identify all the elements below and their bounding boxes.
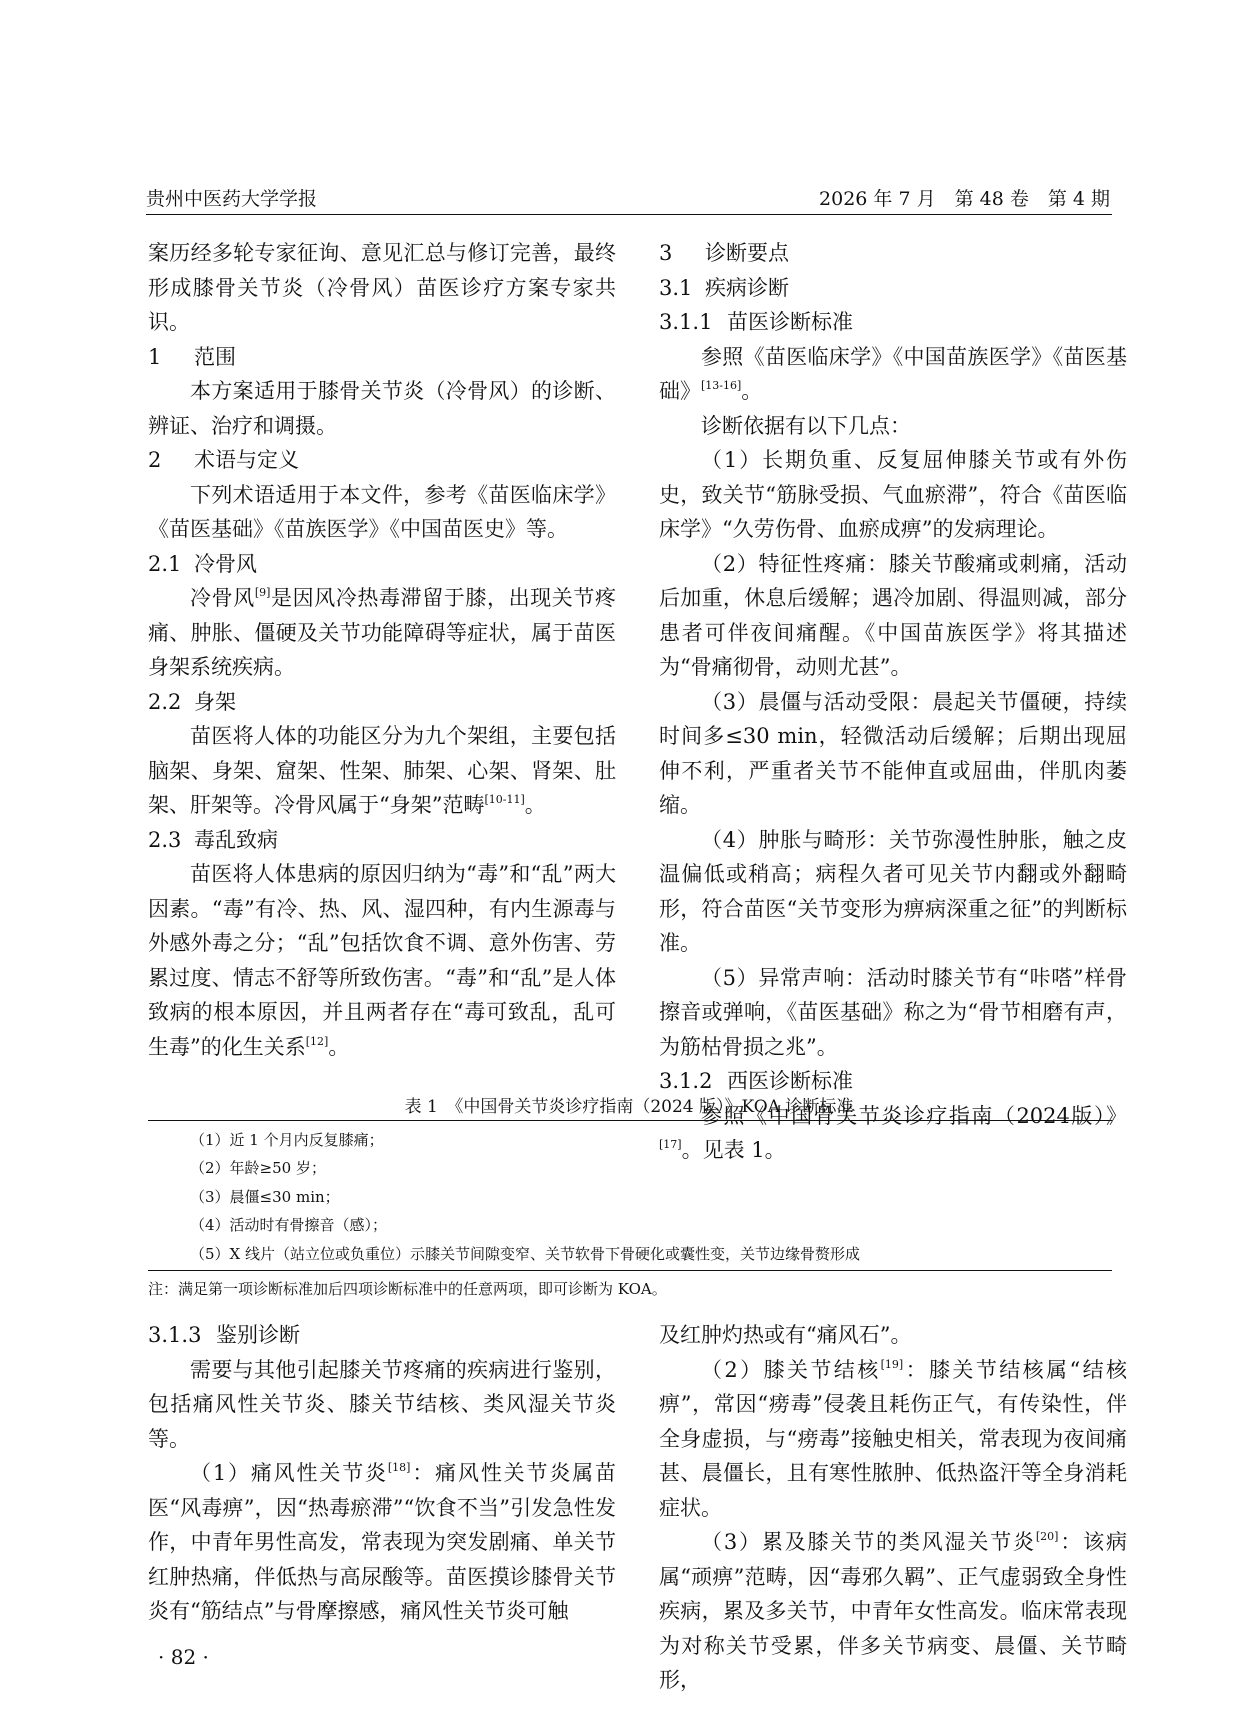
section-title: 范围 — [194, 344, 236, 369]
journal-title: 贵州中医药大学学报 — [146, 188, 318, 210]
section-number: 3.1.3 — [148, 1323, 202, 1347]
paragraph: （3）晨僵与活动受限：晨起关节僵硬，持续时间多≤30 min，轻微活动后缓解；后期出现屈伸不利，严重者关节不能伸直或屈曲，伴肌肉萎缩。 — [659, 689, 1127, 817]
citation: [17] — [659, 1138, 682, 1151]
section-title: 苗医诊断标准 — [727, 310, 853, 334]
paragraph: （5）异常声响：活动时膝关节有“咔嗒”样骨擦音或弹响，《苗医基础》称之为“骨节相磨有声，为筋枯骨损之兆”。 — [659, 965, 1127, 1059]
section-number: 3.1.1 — [659, 310, 713, 334]
section-heading-1 — [148, 340, 616, 375]
text: 苗医将人体的功能区分为九个架组，主要包括脑架、身架、窟架、性架、肺架、心架、肾架、肚架、肝架等。冷骨风属于“身架”范畴 — [148, 724, 616, 817]
text: （1）痛风性关节炎 — [190, 1461, 388, 1485]
table-note: 注：满足第一项诊断标准加后四项诊断标准中的任意两项，即可诊断为 KOA。 — [148, 1280, 667, 1298]
page-number: · 82 · — [158, 1645, 209, 1669]
paragraph: （4）肿胀与畸形：关节弥漫性肿胀，触之皮温偏低或稍高；病程久者可见关节内翻或外翻畸形，符合苗医“关节变形为痹病深重之征”的判断标准。 — [659, 827, 1127, 955]
paragraph: 及红肿灼热或有“痛风石”。 — [659, 1323, 912, 1347]
table-top-rule — [148, 1120, 1112, 1121]
paragraph: （2）特征性疼痛：膝关节酸痛或刺痛，活动后加重，休息后缓解；遇冷加剧、得温则减，部分患者可伴夜间痛醒。《中国苗族医学》将其描述为“骨痛彻骨，动则尤甚”。 — [659, 551, 1127, 679]
section-heading-2-1 — [148, 547, 616, 582]
section-number: 2 — [148, 448, 162, 472]
table-row: （2）年龄≥50 岁； — [190, 1159, 326, 1178]
paragraph — [659, 340, 1127, 409]
citation: [12] — [305, 1034, 329, 1048]
paragraph — [148, 719, 616, 823]
text: 是因风冷热毒滞留于膝，出现关节疼痛、肿胀、僵硬及关节功能障碍等症状，属于苗医身架系统疾病。 — [148, 586, 617, 679]
citation: [10-11] — [484, 793, 525, 806]
citation: [13-16] — [701, 379, 742, 392]
paragraph — [148, 1456, 616, 1629]
section-heading-3-1 — [659, 271, 1127, 306]
section-title: 诊断要点 — [705, 241, 789, 265]
issue-info: 2026 年 7 月 第 48 卷 第 4 期 — [819, 188, 1110, 210]
section-number: 2.1 — [148, 551, 182, 576]
section-title: 术语与定义 — [194, 448, 299, 472]
section-title: 毒乱致病 — [194, 827, 278, 852]
paragraph — [148, 581, 616, 685]
text: ：该病属“顽痹”范畴，因“毒邪久羁”、正气虚弱致全身性疾病，累及多关节，中青年女性高发。临床常表现为对称关节受累，伴多关节病变、晨僵、关节畸形， — [659, 1530, 1127, 1692]
paragraph — [659, 1353, 1127, 1526]
section-title: 冷骨风 — [194, 551, 257, 576]
section-heading-3 — [659, 236, 1127, 271]
left-column-lower — [148, 1318, 616, 1629]
section-title: 西医诊断标准 — [727, 1069, 853, 1093]
text: 。 — [524, 793, 546, 817]
text: 苗医将人体患病的原因归纳为“毒”和“乱”两大因素。“毒”有冷、热、风、湿四种，有内生源毒与外感外毒之分；“乱”包括饮食不调、意外伤害、劳累过度、情志不舒等所致伤害。“毒”和“乱”是人体致病的根本原因，并且两者存在“毒可致乱，乱可生毒”的化生关系 — [148, 862, 616, 1059]
section-heading-2 — [148, 443, 616, 478]
text: 冷骨风 — [190, 586, 255, 610]
section-title: 鉴别诊断 — [216, 1323, 300, 1347]
section-number: 3.1.2 — [659, 1069, 713, 1093]
paragraph: 案历经多轮专家征询、意见汇总与修订完善，最终形成膝骨关节炎（冷骨风）苗医诊疗方案专家共识。 — [148, 241, 616, 334]
table-row: （4）活动时有骨擦音（感）； — [190, 1216, 388, 1235]
section-title: 疾病诊断 — [705, 275, 789, 300]
section-heading-2-2 — [148, 685, 616, 720]
text: 。见表 1。 — [681, 1138, 786, 1162]
text: 参照《苗医临床学》《中国苗族医学》《苗医基础》 — [659, 344, 1127, 403]
paragraph — [659, 1525, 1127, 1698]
paragraph: 本方案适用于膝骨关节炎（冷骨风）的诊断、辨证、治疗和调摄。 — [148, 379, 616, 438]
section-number: 1 — [148, 344, 162, 369]
paragraph: 诊断依据有以下几点： — [701, 413, 911, 438]
citation: [18] — [387, 1461, 411, 1474]
text: （2）膝关节结核 — [701, 1357, 881, 1382]
left-column — [148, 236, 616, 1064]
section-heading-2-3 — [148, 823, 616, 858]
table-row: （3）晨僵≤30 min； — [190, 1187, 340, 1206]
table-body — [190, 1126, 860, 1268]
header-rule — [146, 214, 1112, 215]
text: 参照《中国骨关节炎诊疗指南（2024版）》 — [701, 1103, 1127, 1128]
text: 。 — [328, 1034, 350, 1059]
paragraph: （1）长期负重、反复屈伸膝关节或有外伤史，致关节“筋脉受损、气血瘀滞”，符合《苗医临床学》“久劳伤骨、血瘀成痹”的发病理论。 — [659, 448, 1127, 541]
section-number: 3.1 — [659, 275, 693, 300]
section-number: 2.3 — [148, 827, 182, 852]
section-title: 身架 — [194, 689, 236, 714]
paragraph: 需要与其他引起膝关节疼痛的疾病进行鉴别，包括痛风性关节炎、膝关节结核、类风湿关节炎等。 — [148, 1357, 616, 1451]
table-caption: 表 1 《中国骨关节炎诊疗指南（2024 版）》KOA 诊断标准 — [404, 1097, 854, 1117]
paragraph — [148, 857, 616, 1064]
section-heading-3-1-1 — [659, 305, 1127, 340]
right-column — [659, 236, 1127, 1168]
citation: [19] — [880, 1357, 904, 1371]
text: ：膝关节结核属“结核痹”，常因“痨毒”侵袭且耗伤正气，有传染性，伴全身虚损，与“痨毒”接触史相关，常表现为夜间痛甚、晨僵长，且有寒性脓肿、低热盗汗等全身消耗症状。 — [659, 1357, 1127, 1520]
text: （3）累及膝关节的类风湿关节炎 — [701, 1530, 1036, 1554]
text: 。 — [741, 379, 763, 403]
citation: [9] — [254, 586, 271, 599]
table-row: （1）近 1 个月内反复膝痛； — [190, 1131, 384, 1149]
table-row: （5）X 线片（站立位或负重位）示膝关节间隙变窄、关节软骨下骨硬化或囊性变，关节边缘骨赘形成 — [190, 1244, 860, 1263]
right-column-lower — [659, 1318, 1127, 1698]
table-bottom-rule — [148, 1270, 1112, 1271]
citation: [20] — [1035, 1530, 1059, 1543]
text: ：痛风性关节炎属苗医“风毒痹”，因“热毒瘀滞”“饮食不当”引发急性发作，中青年男性高发，常表现为突发剧痛、单关节红肿热痛，伴低热与高尿酸等。苗医摸诊膝骨关节炎有“筋结点”与骨摩擦感，痛风性关节炎可触 — [148, 1461, 616, 1623]
paragraph: 下列术语适用于本文件，参考《苗医临床学》《苗医基础》《苗族医学》《中国苗医史》等。 — [148, 482, 616, 541]
section-number: 2.2 — [148, 689, 182, 714]
section-heading-3-1-3 — [148, 1318, 616, 1353]
section-number: 3 — [659, 241, 673, 265]
